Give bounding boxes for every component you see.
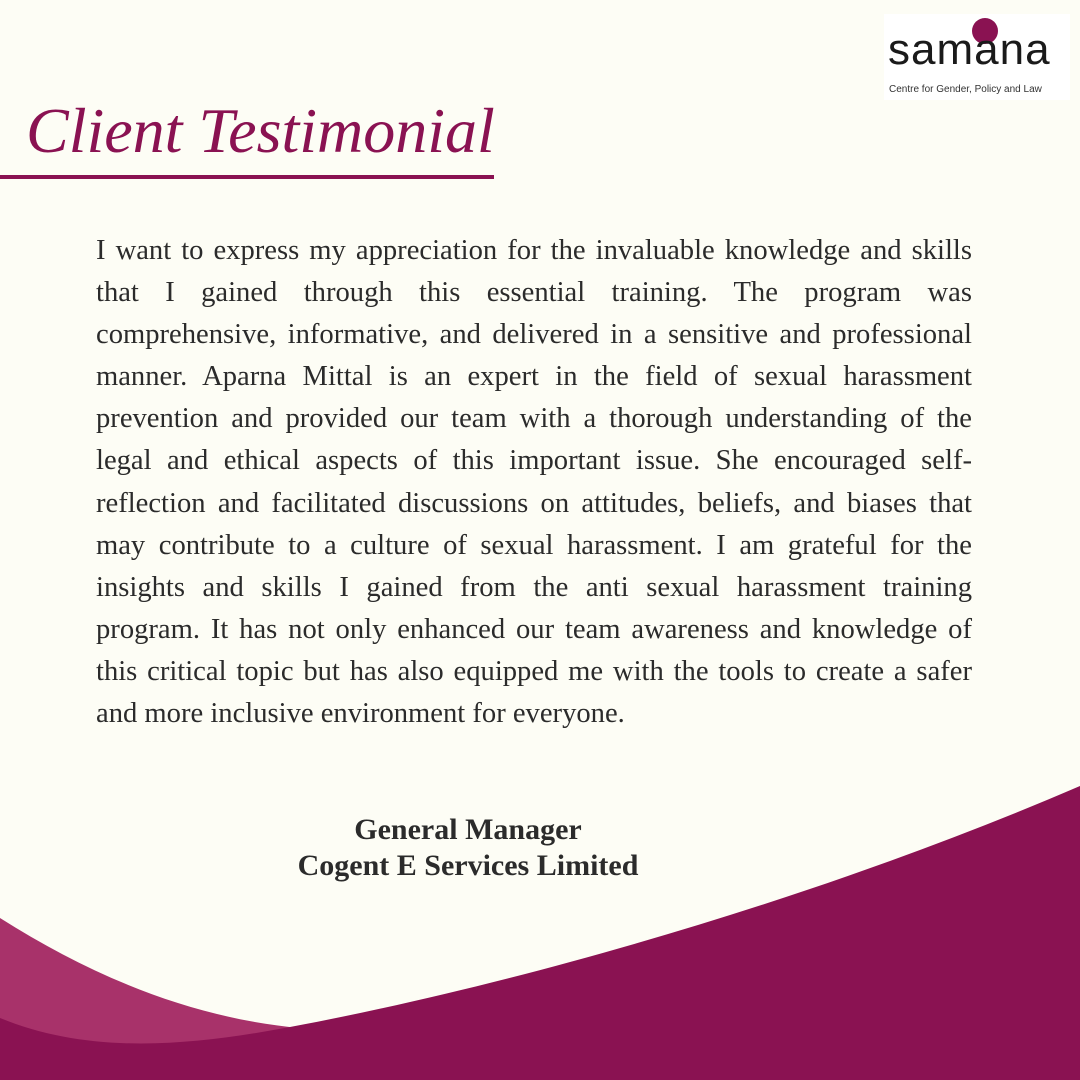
attribution-company: Cogent E Services Limited [297,849,639,882]
samana-logo [884,14,1070,100]
testimonial-text: I want to express my appreciation for the invaluable knowledge and skills that I gained through this essential training. The program was comprehensive, informative, and delivered in a sensitive and professional manner. Aparna Mittal is an expert in the field of sexual harassment prevention and provided our team with a thorough understanding of the legal and ethical aspects of this important issue. She encouraged self-reflection and facilitated discussions on attitudes, beliefs, and biases that may contribute to a culture of sexual harassment. I am grateful for the insights and skills I gained from the anti sexual harassment training program. It has not only enhanced our team awareness and knowledge of this critical topic but has also equipped me with the tools to create a safer and more inclusive environment for everyone. [96,235,972,730]
logo-tagline: Centre for Gender, Policy and Law [889,84,1042,95]
testimonial-attribution [230,812,706,884]
attribution-role: General Manager [354,813,582,846]
logo-wordmark: samana [888,25,1051,74]
title-underline [0,175,494,179]
page-title: Client Testimonial [26,95,495,166]
